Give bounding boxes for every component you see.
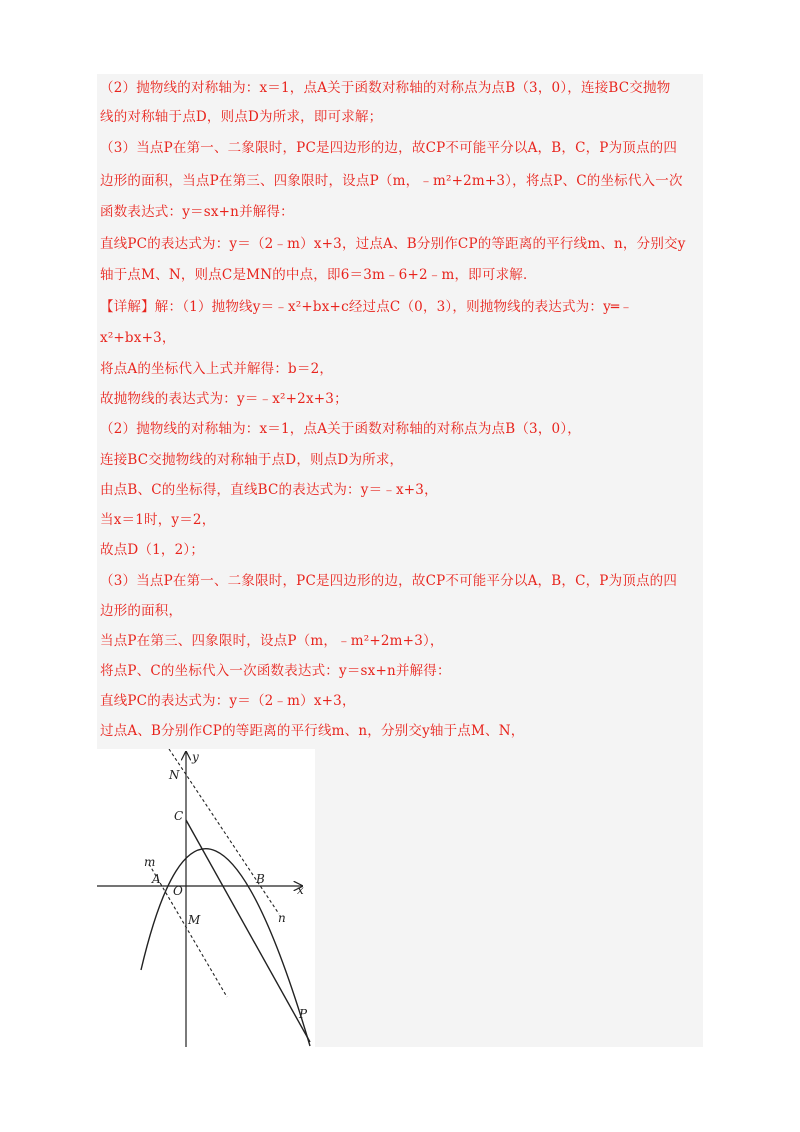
text-line-1: （2）抛物线的对称轴为：x＝1，点A关于函数对称轴的对称点为点B（3，0），连接BC交抛物 <box>100 80 671 96</box>
figure-box <box>97 749 315 1047</box>
text-line-6: 直线PC的表达式为：y＝（2﹣m）x+3，过点A、B分别作CP的等距离的平行线m、n，分别交y <box>100 236 686 252</box>
label-point-n: N <box>169 768 180 782</box>
label-point-m: M <box>188 913 201 927</box>
label-point-o: O <box>173 884 183 898</box>
text-line-21: 直线PC的表达式为：y＝（2﹣m）x+3， <box>100 693 356 709</box>
text-line-9: x²+bx+3， <box>100 330 176 346</box>
label-y-axis: y <box>192 750 199 764</box>
label-line-n: n <box>278 911 286 925</box>
text-line-15: 当x＝1时，y＝2， <box>100 512 216 528</box>
text-line-10: 将点A的坐标代入上式并解得：b＝2， <box>100 361 334 377</box>
text-line-22: 过点A、B分别作CP的等距离的平行线m、n，分别交y轴于点M、N， <box>100 723 525 739</box>
label-point-a: A <box>152 872 161 886</box>
text-line-12: （2）抛物线的对称轴为：x＝1，点A关于函数对称轴的对称点为点B（3，0）， <box>100 421 581 437</box>
line-m <box>149 864 227 997</box>
text-line-8: 【详解】解：（1）抛物线y＝﹣x²+bx+c经过点C（0，3），则抛物线的表达式为：y═﹣ <box>100 299 633 315</box>
text-line-5: 函数表达式：y＝sx+n并解得： <box>100 204 294 220</box>
label-x-axis: x <box>297 883 304 897</box>
line-pc <box>186 820 310 1042</box>
text-line-13: 连接BC交抛物线的对称轴于点D，则点D为所求， <box>100 452 404 468</box>
parabola-curve <box>141 849 310 1046</box>
text-line-17: （3）当点P在第一、二象限时，PC是四边形的边，故CP不可能平分以A，B，C，P为顶点的四 <box>100 573 678 589</box>
text-line-4: 边形的面积，当点P在第三、四象限时，设点P（m，﹣m²+2m+3），将点P、C的坐标代入一次 <box>100 173 683 189</box>
label-point-p: P <box>299 1007 308 1021</box>
geometry-figure <box>97 749 315 1047</box>
label-point-c: C <box>174 809 184 823</box>
text-line-19: 当点P在第三、四象限时，设点P（m，﹣m²+2m+3）， <box>100 633 444 649</box>
text-line-11: 故抛物线的表达式为：y＝﹣x²+2x+3； <box>100 391 348 407</box>
figure-side-strip <box>315 749 703 1047</box>
text-line-7: 轴于点M、N，则点C是MN的中点，即6＝3m﹣6+2﹣m，即可求解． <box>100 267 537 283</box>
label-point-b: B <box>256 872 265 886</box>
text-line-2: 线的对称轴于点D，则点D为所求，即可求解； <box>100 109 383 125</box>
text-line-3: （3）当点P在第一、二象限时，PC是四边形的边，故CP不可能平分以A，B，C，P为顶点的四 <box>100 140 678 156</box>
text-line-16: 故点D（1，2）； <box>100 542 205 558</box>
text-line-18: 边形的面积， <box>100 603 183 619</box>
text-line-14: 由点B、C的坐标得，直线BC的表达式为：y＝﹣x+3， <box>100 482 438 498</box>
text-line-20: 将点P、C的坐标代入一次函数表达式：y＝sx+n并解得： <box>100 663 451 679</box>
label-line-m: m <box>144 855 156 869</box>
